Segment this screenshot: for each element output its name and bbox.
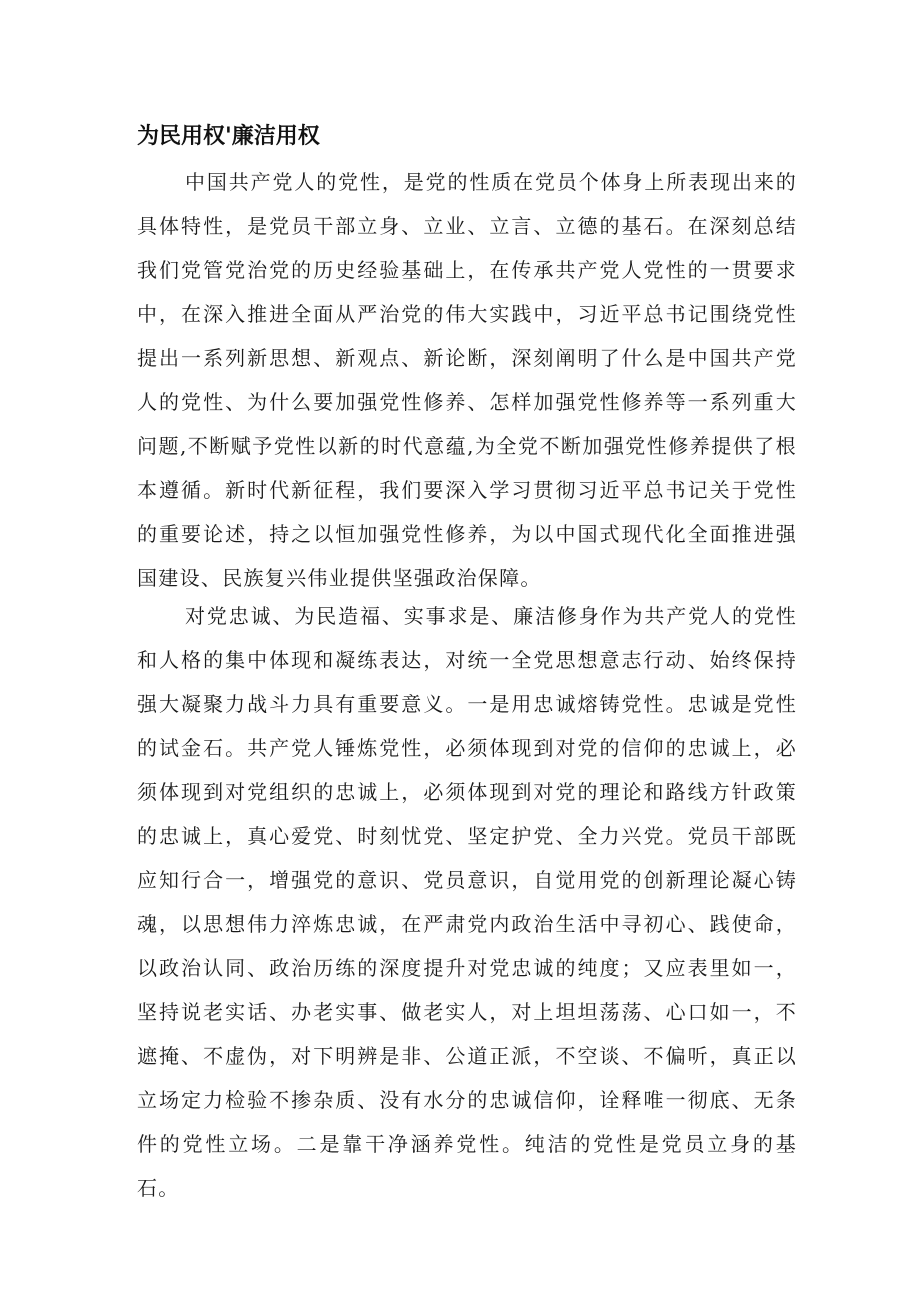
page-title: 为民用权'廉洁用权 [137,124,320,149]
body-paragraph-1: 中国共产党人的党性，是党的性质在党员个体身上所表现出来的具体特性，是党员干部立身、立业、立言、立德的基石。在深刻总结我们党管党治党的历史经验基础上，在传承共产党人党性的一贯要求中，在深入推进全面从严治党的伟大实践中，习近平总书记围绕党性提出一系列新思想、新观点、新论断，深刻阐明了什么是中国共产党人的党性、为什么要加强党性修养、怎样加强党性修养等一系列重大问题,不断赋予党性以新的时代意蕴,为全党不断加强党性修养提供了根本遵循。新时代新征程，我们要深入学习贯彻习近平总书记关于党性的重要论述，持之以恒加强党性修养，为以中国式现代化全面推进强国建设、民族复兴伟业提供坚强政治保障。 [137,170,797,590]
body-paragraph-2: 对党忠诚、为民造福、实事求是、廉洁修身作为共产党人的党性和人格的集中体现和凝练表达，对统一全党思想意志行动、始终保持强大凝聚力战斗力具有重要意义。一是用忠诚熔铸党性。忠诚是党性的试金石。共产党人锤炼党性，必须体现到对党的信仰的忠诚上，必须体现到对党组织的忠诚上，必须体现到对党的理论和路线方针政策的忠诚上，真心爱党、时刻忧党、坚定护党、全力兴党。党员干部既应知行合一，增强党的意识、党员意识，自觉用党的创新理论凝心铸魂，以思想伟力淬炼忠诚，在严肃党内政治生活中寻初心、践使命，以政治认同、政治历练的深度提升对党忠诚的纯度；又应表里如一，坚持说老实话、办老实事、做老实人，对上坦坦荡荡、心口如一，不遮掩、不虚伪，对下明辨是非、公道正派，不空谈、不偏听，真正以立场定力检验不掺杂质、没有水分的忠诚信仰，诠释唯一彻底、无条件的党性立场。二是靠干净涵养党性。纯洁的党性是党员立身的基石。 [137,604,797,1200]
